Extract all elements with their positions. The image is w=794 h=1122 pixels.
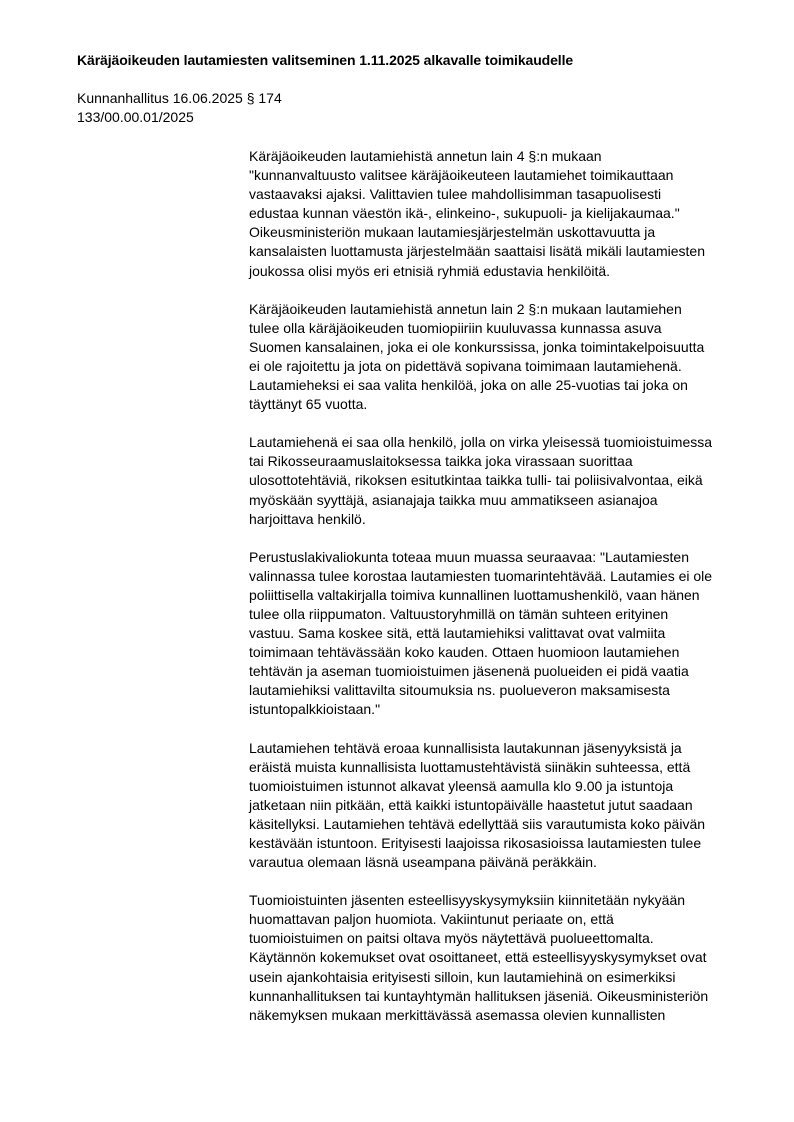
text-line: Tuomioistuinten jäsenten esteellisyyskysymyksiin kiinnitetään nykyään <box>249 892 686 909</box>
document-body <box>249 147 749 1044</box>
text-line: Käräjäoikeuden lautamiehistä annetun lain 2 §:n mukaan lautamiehen <box>249 300 682 317</box>
paragraph <box>249 300 749 415</box>
meeting-reference <box>77 89 282 127</box>
text-line: näkemyksen mukaan merkittävässä asemassa olevien kunnallisten <box>249 1006 666 1023</box>
document-title: Käräjäoikeuden lautamiesten valitseminen 1.11.2025 alkavalle toimikaudelle <box>77 52 574 68</box>
text-line: Perustuslakivaliokunta toteaa muun muassa seuraavaa: "Lautamiesten <box>249 548 690 565</box>
text-line: edustaa kunnan väestön ikä-, elinkeino-, sukupuoli- ja kielijakaumaa." <box>249 205 680 222</box>
paragraph <box>249 548 749 720</box>
text-line: usein ajankohtaisia erityisesti silloin, kun lautamiehinä on esimerkiksi <box>249 968 676 985</box>
text-line: Lautamiehenä ei saa olla henkilö, jolla on virka yleisessä tuomioistuimessa <box>249 434 713 451</box>
meeting-line: Kunnanhallitus 16.06.2025 § 174 <box>77 90 282 106</box>
text-line: poliittisella valtakirjalla toimiva kunnallinen luottamushenkilö, vaan hänen <box>249 586 700 603</box>
text-line: huomattavan paljon huomiota. Vakiintunut periaate on, että <box>249 911 614 928</box>
text-line: ei ole rajoitettu ja jota on pidettävä sopivana toimimaan lautamiehenä. <box>249 357 682 374</box>
text-line: joukossa olisi myös eri etnisiä ryhmiä edustavia henkilöitä. <box>249 262 611 279</box>
text-line: Suomen kansalainen, joka ei ole konkurssissa, jonka toimintakelpoisuutta <box>249 338 705 355</box>
text-line: varautua olemaan läsnä useampana päivänä peräkkäin. <box>249 854 597 871</box>
paragraph <box>249 433 749 528</box>
text-line: tuomioistuimen on paitsi oltava myös näytettävä puolueettomalta. <box>249 930 654 947</box>
text-line: kansalaisten luottamusta järjestelmään saattaisi lisätä mikäli lautamiesten <box>249 243 705 260</box>
text-line: "kunnanvaltuusto valitsee käräjäoikeuteen lautamiehet toimikauttaan <box>249 167 674 184</box>
text-line: lautamiehiksi valittavilta sitoumuksia ns. puolueveron maksamisesta <box>249 682 670 699</box>
text-line: Oikeusministeriön mukaan lautamiesjärjestelmän uskottavuutta ja <box>249 224 656 241</box>
text-line: istuntopalkkioistaan." <box>249 701 381 718</box>
text-line: vastaavaksi ajaksi. Valittavien tulee mahdollisimman tasapuolisesti <box>249 186 662 203</box>
text-line: Käräjäoikeuden lautamiehistä annetun lain 4 §:n mukaan <box>249 148 602 164</box>
text-line: eräistä muista kunnallisista luottamustehtävistä siinäkin suhteessa, että <box>249 758 691 775</box>
text-line: myöskään syyttäjä, asianajaja taikka muu ammatikseen asianajoa <box>249 491 658 508</box>
text-line: käsitellyksi. Lautamiehen tehtävä edellyttää siis varautumista koko päivän <box>249 815 706 832</box>
text-line: tulee olla riippumaton. Valtuustoryhmillä on tämän suhteen erityinen <box>249 605 669 622</box>
text-line: harjoittava henkilö. <box>249 510 366 527</box>
paragraph <box>249 739 749 873</box>
text-line: Käytännön kokemukset ovat osoittaneet, että esteellisyyskysymykset ovat <box>249 949 707 966</box>
text-line: tehtävän ja aseman tuomioistuimen jäsenenä puolueiden ei pidä vaatia <box>249 663 689 680</box>
text-line: ulosottotehtäviä, rikoksen esitutkintaa taikka tulli- tai poliisivalvontaa, eikä <box>249 472 703 489</box>
text-line: täyttänyt 65 vuotta. <box>249 396 368 413</box>
text-line: toimimaan tehtävässään koko kauden. Ottaen huomioon lautamiehen <box>249 644 680 661</box>
text-line: valinnassa tulee korostaa lautamiesten tuomarintehtävää. Lautamies ei ole <box>249 567 713 584</box>
text-line: tai Rikosseuraamuslaitoksessa taikka joka virassaan suorittaa <box>249 453 633 470</box>
text-line: kunnanhallituksen tai kuntayhtymän hallituksen jäseniä. Oikeusministeriön <box>249 987 709 1004</box>
paragraph <box>249 891 749 1025</box>
record-number: 133/00.00.01/2025 <box>77 109 194 125</box>
text-line: Lautamiehen tehtävä eroaa kunnallisista lautakunnan jäsenyyksistä ja <box>249 739 682 756</box>
text-line: tuomioistuimen istunnot alkavat yleensä aamulla klo 9.00 ja istuntoja <box>249 777 674 794</box>
text-line: Lautamieheksi ei saa valita henkilöä, joka on alle 25-vuotias tai joka on <box>249 377 688 394</box>
text-line: kestävään istuntoon. Erityisesti laajoissa rikosasioissa lautamiesten tulee <box>249 835 702 851</box>
text-line: jatketaan niin pitkään, että kaikki istuntopäivälle haastetut jutut saadaan <box>249 796 693 813</box>
paragraph <box>249 147 749 281</box>
text-line: vastuu. Sama koskee sitä, että lautamiehiksi valittavat ovat valmiita <box>249 625 666 642</box>
text-line: tulee olla käräjäoikeuden tuomiopiiriin kuuluvassa kunnassa asuva <box>249 319 662 336</box>
